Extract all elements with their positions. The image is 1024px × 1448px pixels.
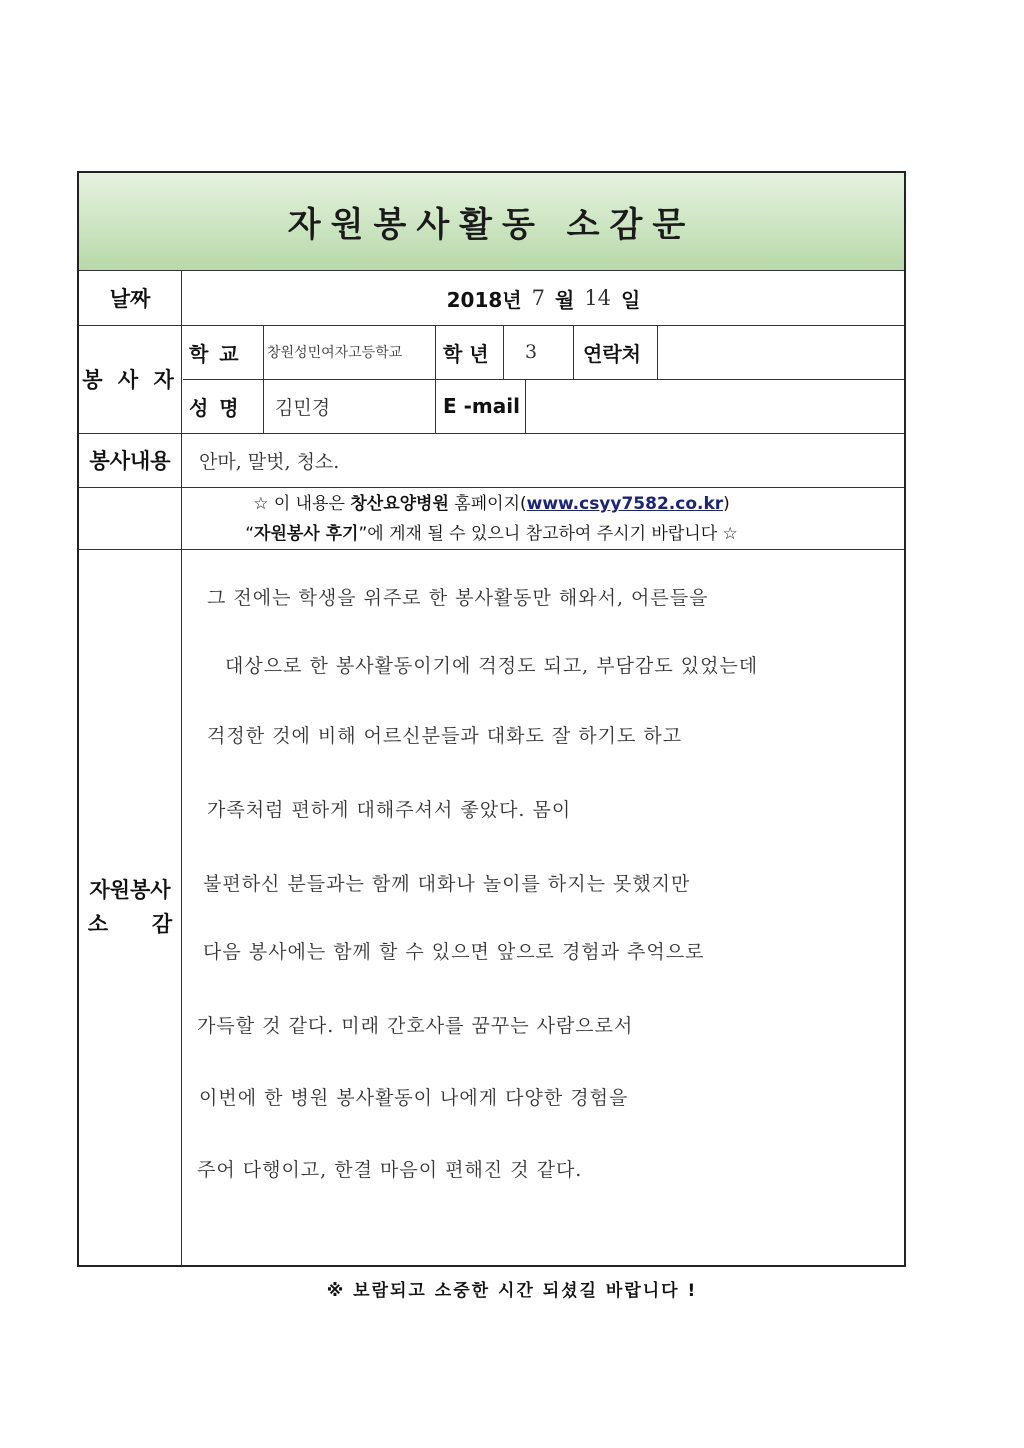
school-field[interactable]: 창원성민여자고등학교	[267, 345, 403, 361]
board-name: 자원봉사 후기	[254, 524, 359, 544]
impression-line: 가족처럼 편하게 대해주셔서 좋았다. 몸이	[207, 799, 572, 821]
notice-text: 홈페이지(	[454, 494, 527, 514]
date-year: 2018년	[446, 287, 522, 312]
contact-field[interactable]	[661, 325, 901, 379]
impression-line: 걱정한 것에 비해 어르신분들과 대화도 잘 하기도 하고	[207, 725, 683, 747]
form-title: 자원봉사활동 소감문	[287, 205, 696, 245]
content-label: 봉사내용	[89, 449, 171, 473]
impression-line: 가득할 것 같다. 미래 간호사를 꿈꾸는 사람으로서	[197, 1015, 634, 1037]
impression-line: 다음 봉사에는 함께 할 수 있으면 앞으로 경험과 추억으로	[203, 941, 705, 963]
volunteer-label: 봉 사 자	[82, 368, 178, 392]
notice-line-2	[79, 519, 904, 549]
contact-label: 연락처	[583, 341, 641, 366]
notice	[79, 489, 904, 549]
email-field[interactable]	[529, 379, 901, 433]
impression-label	[79, 549, 181, 1265]
footer-message: ※ 보람되고 소중한 시간 되셨길 바랍니다 !	[326, 1281, 698, 1301]
content-field[interactable]: 안마, 말벗, 청소.	[199, 450, 340, 473]
school-label: 학 교	[189, 341, 241, 366]
notice-text: 이 내용은	[273, 494, 345, 514]
impression-line: 이번에 한 병원 봉사활동이 나에게 다양한 경험을	[199, 1087, 629, 1109]
name-field[interactable]: 김민경	[275, 396, 331, 419]
impression-label-line-1: 자원봉사	[89, 878, 171, 902]
notice-text: )	[723, 494, 730, 514]
hospital-name: 창산요양병원	[350, 494, 449, 514]
date-label: 날짜	[109, 287, 151, 311]
star-icon: ☆	[722, 524, 738, 544]
impression-line: 대상으로 한 봉사활동이기에 걱정도 되고, 부담감도 있었는데	[225, 655, 759, 677]
impression-line: 불편하신 분들과는 함께 대화나 놀이를 하지는 못했지만	[203, 873, 691, 895]
grade-label: 학 년	[443, 341, 489, 366]
impression-label-line-2: 소 감	[87, 912, 173, 936]
notice-text: ”에 게재 될 수 있으니 참고하여 주시기 바랍니다	[358, 524, 718, 544]
grade-field[interactable]: 3	[525, 341, 538, 363]
email-label: E -mail	[443, 394, 520, 418]
date-month: 7	[531, 286, 545, 310]
notice-text: “	[245, 524, 255, 544]
date-day: 14	[584, 286, 612, 310]
homepage-link[interactable]: www.csyy7582.co.kr	[526, 494, 724, 514]
impression-line: 주어 다행이고, 한결 마음이 편해진 것 같다.	[197, 1159, 583, 1181]
date-month-unit: 월	[554, 287, 575, 312]
impression-line: 그 전에는 학생을 위주로 한 봉사활동만 해와서, 어른들을	[207, 587, 709, 609]
form-title-band	[79, 173, 904, 271]
name-label: 성 명	[189, 395, 241, 420]
star-icon: ☆	[253, 494, 269, 514]
notice-line-1	[79, 489, 904, 519]
date-day-unit: 일	[621, 287, 641, 312]
volunteer-form	[77, 171, 906, 1267]
date-field[interactable]	[183, 271, 904, 325]
